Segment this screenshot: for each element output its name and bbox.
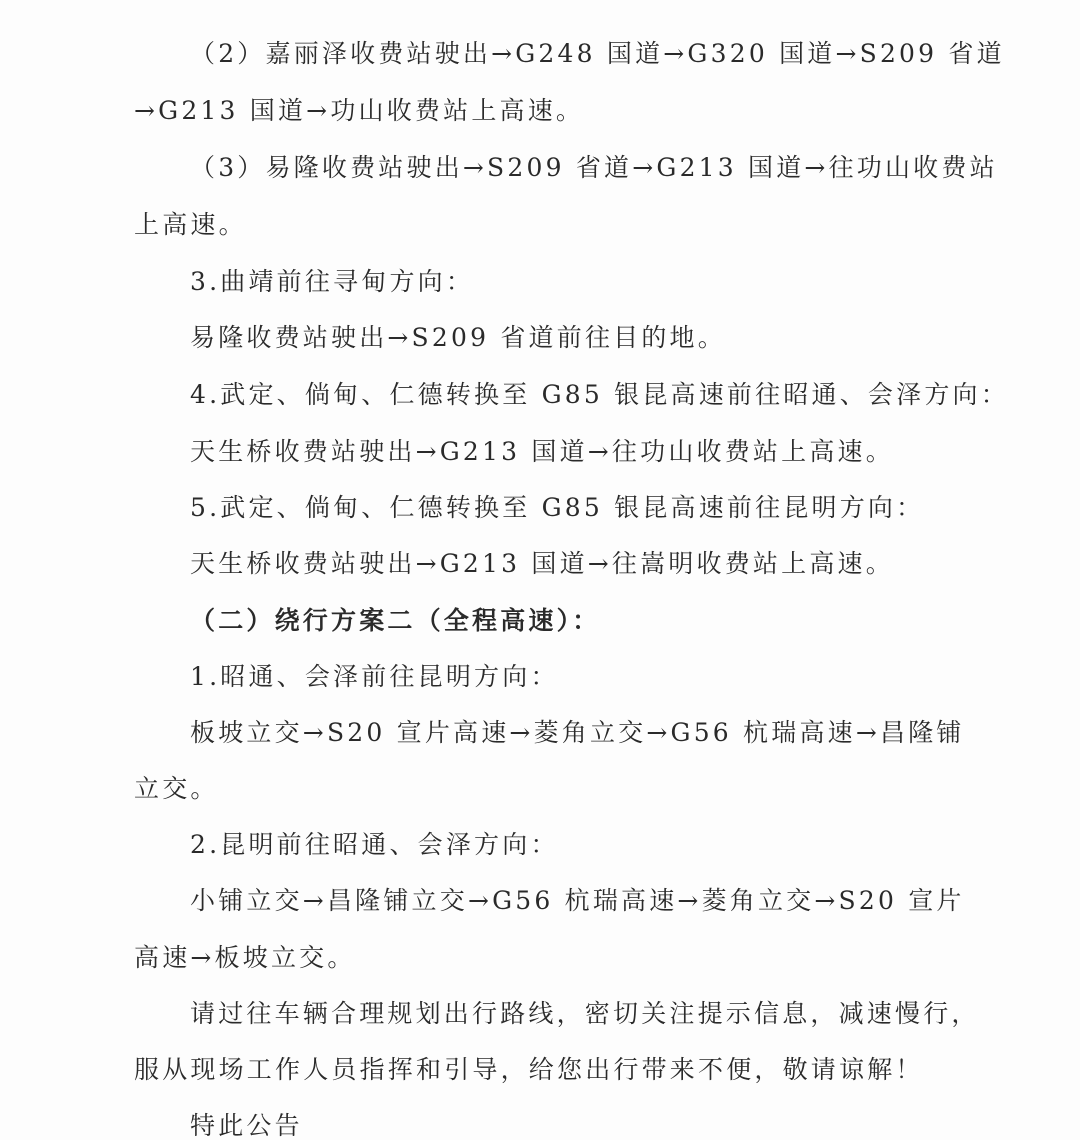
plan-2-item-1-route-line-1: 板坡立交→S20 宣片高速→菱角立交→G56 杭瑞高速→昌隆铺	[190, 718, 965, 747]
notice-paragraph-line-1: 请过往车辆合理规划出行路线，密切关注提示信息，减速慢行，	[190, 999, 980, 1028]
plan-2-heading: （二）绕行方案二（全程高速）：	[190, 606, 601, 635]
closing-line: 特此公告	[190, 1111, 303, 1140]
notice-paragraph-line-2: 服从现场工作人员指挥和引导，给您出行带来不便，敬请谅解！	[134, 1055, 924, 1084]
plan-2-item-2-route-line-2: 高速→板坡立交。	[134, 943, 356, 972]
section-5-heading: 5.武定、倘甸、仁德转换至 G85 银昆高速前往昆明方向：	[190, 493, 925, 522]
route-3-line-2: 上高速。	[134, 210, 247, 239]
plan-2-item-2-heading: 2.昆明前往昭通、会泽方向：	[190, 830, 559, 859]
plan-2-item-2-route-line-1: 小铺立交→昌隆铺立交→G56 杭瑞高速→菱角立交→S20 宣片	[190, 886, 965, 915]
plan-2-item-1-heading: 1.昭通、会泽前往昆明方向：	[190, 662, 559, 691]
route-3-line-1: （3）易隆收费站驶出→S209 省道→G213 国道→往功山收费站	[190, 153, 998, 182]
section-4-route: 天生桥收费站驶出→G213 国道→往功山收费站上高速。	[190, 437, 894, 466]
route-2-line-1: （2）嘉丽泽收费站驶出→G248 国道→G320 国道→S209 省道	[190, 39, 1005, 68]
plan-2-item-1-route-line-2: 立交。	[134, 774, 219, 803]
route-2-line-2: →G213 国道→功山收费站上高速。	[134, 96, 585, 125]
section-3-heading: 3.曲靖前往寻甸方向：	[190, 267, 475, 296]
section-4-heading: 4.武定、倘甸、仁德转换至 G85 银昆高速前往昭通、会泽方向：	[190, 380, 1009, 409]
section-3-route: 易隆收费站驶出→S209 省道前往目的地。	[190, 323, 726, 352]
section-5-route: 天生桥收费站驶出→G213 国道→往嵩明收费站上高速。	[190, 549, 894, 578]
